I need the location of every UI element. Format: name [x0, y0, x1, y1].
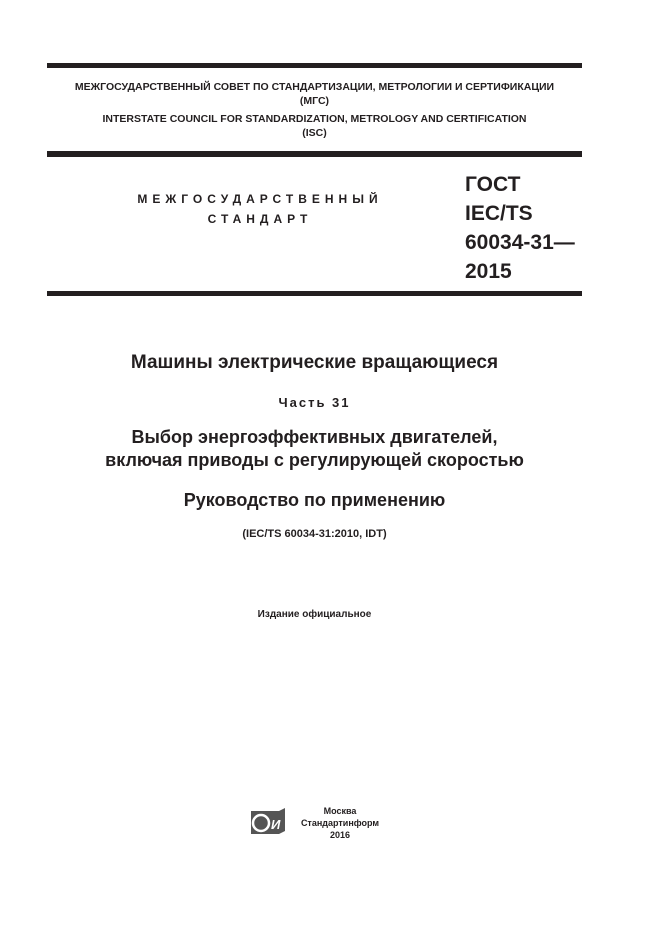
title-guide: Руководство по применению	[183, 490, 446, 510]
designation-line4: 2015	[465, 260, 512, 283]
council-ru-abbr: (МГС)	[299, 95, 330, 107]
middle-rule	[47, 151, 582, 157]
standard-type-line2: СТАНДАРТ	[207, 212, 313, 226]
title-reference: (IEC/TS 60034-31:2010, IDT)	[242, 528, 387, 540]
council-ru-name: МЕЖГОСУДАРСТВЕННЫЙ СОВЕТ ПО СТАНДАРТИЗАЦИИ, МЕТРОЛОГИИ И СЕРТИФИКАЦИИ	[74, 81, 555, 93]
council-en-name: INTERSTATE COUNCIL FOR STANDARDIZATION, METROLOGY AND CERTIFICATION	[102, 113, 527, 125]
designation-line1: ГОСТ	[465, 173, 521, 196]
bottom-rule	[47, 291, 582, 296]
publisher-info	[300, 805, 380, 841]
edition-label: Издание официальное	[257, 609, 372, 620]
designation	[465, 170, 575, 286]
title-part: Часть 31	[278, 395, 351, 410]
svg-text:И: И	[271, 817, 281, 832]
council-en-abbr: (ISC)	[302, 127, 327, 139]
standard-type-line1: МЕЖГОСУДАРСТВЕННЫЙ	[137, 192, 383, 206]
publisher-city: Москва	[323, 806, 357, 816]
publisher-logo	[249, 807, 287, 837]
designation-line3: 60034-31—	[465, 231, 575, 254]
top-rule	[47, 63, 582, 68]
publisher-name: Стандартинформ	[300, 818, 380, 828]
designation-line2: IEC/TS	[465, 202, 533, 225]
title-subtitle-line1: Выбор энергоэффективных двигателей,	[131, 427, 498, 447]
title-main: Машины электрические вращающиеся	[130, 352, 499, 373]
publisher-year: 2016	[329, 830, 351, 840]
title-subtitle-line2: включая приводы с регулирующей скоростью	[105, 450, 524, 470]
